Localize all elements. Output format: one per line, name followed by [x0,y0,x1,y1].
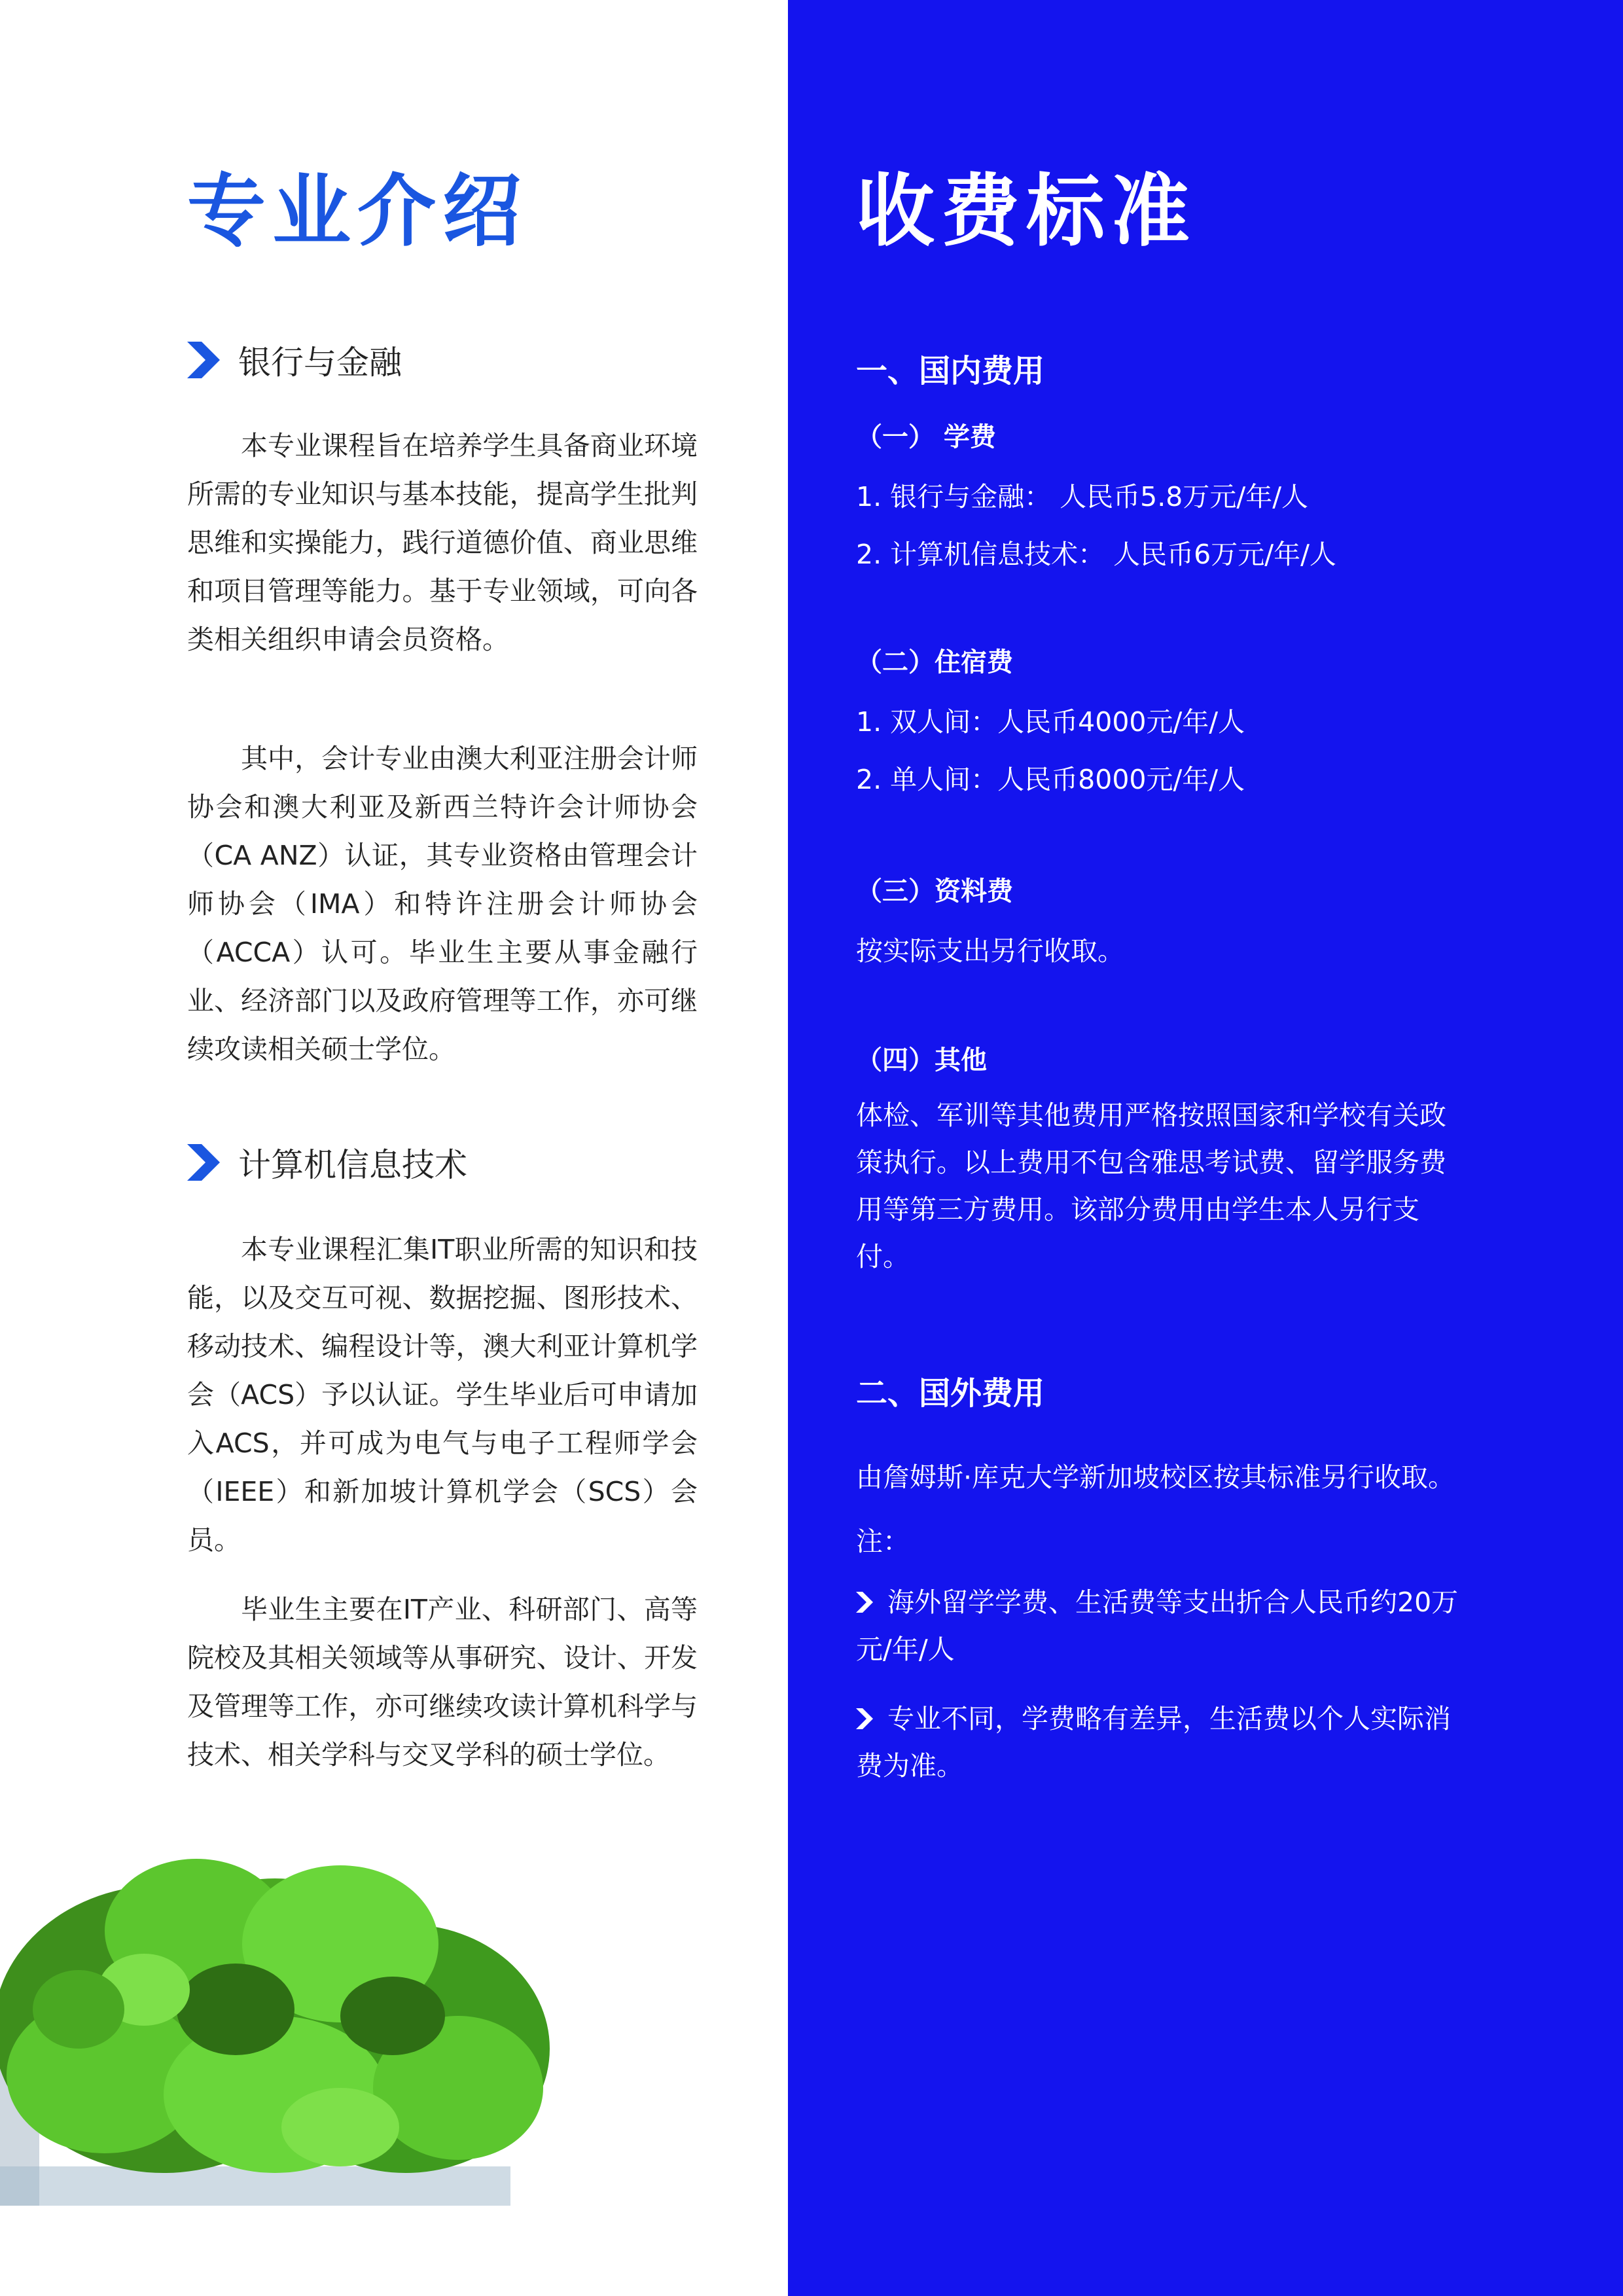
left-panel [0,0,788,2296]
chevron-right-icon [187,342,220,378]
chevron-right-icon [856,1592,873,1613]
note-item-1 [856,1579,1471,1673]
housing-item-double: 1. 双人间：人民币4000元/年/人 [856,706,1245,738]
tuition-item-computing: 2. 计算机信息技术： 人民币6万元/年/人 [856,539,1336,570]
note-item-text: 专业不同，学费略有差异，生活费以个人实际消费为准。 [856,1703,1451,1782]
materials-heading: （三）资料费 [856,876,1013,906]
overseas-fees-heading: 二、国外费用 [856,1375,1045,1412]
other-fees-heading: （四）其他 [856,1045,987,1075]
computing-paragraph-1: 本专业课程汇集IT职业所需的知识和技能，以及交互可视、数据挖掘、图形技术、移动技术、编程设计等，澳大利亚计算机学会（ACS）予以认证。学生毕业后可申请加入ACS，并可成为电气与电子工程师学会（IEEE）和新加坡计算机学会（SCS）会员。 [187,1234,698,1556]
tree-image [0,1813,589,2206]
right-panel [788,0,1623,2296]
housing-item-single: 2. 单人间：人民币8000元/年/人 [856,764,1245,795]
section-header-banking [187,340,402,380]
materials-text: 按实际支出另行收取。 [856,935,1124,967]
chevron-right-icon [856,1708,873,1729]
tuition-heading: （一） 学费 [856,422,996,452]
banking-paragraph-1: 本专业课程旨在培养学生具备商业环境所需的专业知识与基本技能，提高学生批判思维和实操能力，践行道德价值、商业思维和项目管理等能力。基于专业领域，可向各类相关组织申请会员资格。 [187,430,698,655]
note-item-text: 海外留学学费、生活费等支出折合人民币约20万元/年/人 [856,1587,1459,1665]
housing-heading: （二）住宿费 [856,647,1013,677]
chevron-right-icon [187,1144,220,1181]
overseas-fees-text: 由詹姆斯·库克大学新加坡校区按其标准另行收取。 [856,1462,1455,1493]
domestic-fees-heading: 一、国内费用 [856,353,1045,389]
tuition-item-banking: 1. 银行与金融： 人民币5.8万元/年/人 [856,481,1309,512]
banking-paragraph-2: 其中，会计专业由澳大利亚注册会计师协会和澳大利亚及新西兰特许会计师协会（CA ANZ）认证，其专业资格由管理会计师协会（IMA）和特许注册会计师协会（ACCA）认可。毕业生主要从事金融行业、经济部门以及政府管理等工作，亦可继续攻读相关硕士学位。 [187,743,698,1065]
other-fees-text: 体检、军训等其他费用严格按照国家和学校有关政策执行。以上费用不包含雅思考试费、留学服务费用等第三方费用。该部分费用由学生本人另行支付。 [856,1100,1446,1272]
fee-standard-title: 收费标准 [856,166,1196,257]
note-item-2 [856,1695,1471,1789]
section-title-computing: 计算机信息技术 [238,1146,467,1184]
note-label: 注： [856,1526,910,1557]
section-header-computing [187,1143,467,1182]
computing-paragraph-2: 毕业生主要在IT产业、科研部门、高等院校及其相关领域等从事研究、设计、开发及管理等工作，亦可继续攻读计算机科学与技术、相关学科与交叉学科的硕士学位。 [187,1594,698,1770]
major-intro-title: 专业介绍 [187,166,527,257]
section-title-banking: 银行与金融 [238,344,402,382]
